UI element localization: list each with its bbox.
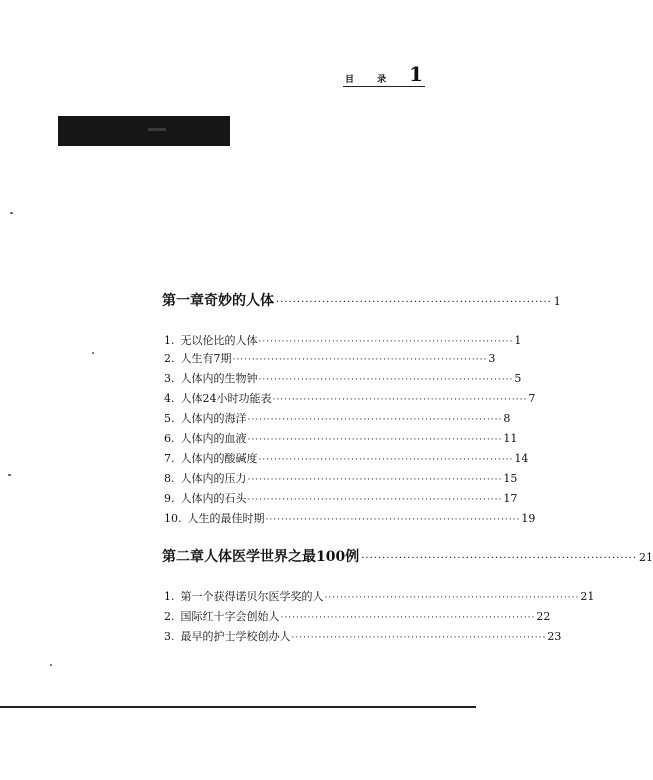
bottom-rule xyxy=(0,706,476,708)
entry-index: 3. xyxy=(164,372,175,385)
entry-title: 最早的护士学校创办人 xyxy=(180,630,291,643)
entry-page: 1 xyxy=(514,334,522,347)
leader-dots: ·································································· xyxy=(247,435,503,445)
entry-page: 23 xyxy=(547,630,562,643)
entry-page: 8 xyxy=(503,412,511,425)
entry-index: 2. xyxy=(164,610,175,623)
entry-title: 人体内的压力 xyxy=(180,472,247,485)
toc-entry[interactable] xyxy=(164,370,522,388)
leader-dots: ·································································· xyxy=(324,593,580,603)
entry-index: 8. xyxy=(164,472,175,485)
entry-page: 15 xyxy=(503,472,518,485)
entry-index: 7. xyxy=(164,452,175,465)
chapter-page: 1 xyxy=(553,295,561,308)
leader-dots: ·································································· xyxy=(280,613,536,623)
chapter-title: 人体医学世界之最100例 xyxy=(204,549,360,565)
entry-page: 5 xyxy=(514,372,522,385)
entry-page: 7 xyxy=(528,392,536,405)
entry-page: 14 xyxy=(514,452,529,465)
entry-title: 国际红十字会创始人 xyxy=(180,610,280,623)
leader-dots: ·································································· xyxy=(258,455,514,465)
toc-entry[interactable] xyxy=(164,350,496,368)
leader-dots: ·································································· xyxy=(258,375,514,385)
toc-entry[interactable] xyxy=(164,608,551,626)
scan-speck xyxy=(92,352,94,354)
entry-page: 22 xyxy=(536,610,551,623)
scan-speck xyxy=(8,474,11,476)
leader-dots: ·································································· xyxy=(232,355,488,365)
entry-index: 2. xyxy=(164,352,175,365)
leader-dots: ·································································· xyxy=(272,395,528,405)
leader-dots: ·································································· xyxy=(276,297,552,308)
entry-title: 人体内的血液 xyxy=(180,432,247,445)
scan-speck xyxy=(10,212,13,214)
entry-page: 11 xyxy=(503,432,518,445)
scan-black-bar xyxy=(58,116,230,146)
entry-page: 21 xyxy=(580,590,595,603)
entry-title: 人体内的海洋 xyxy=(180,412,247,425)
leader-dots: ·································································· xyxy=(265,515,521,525)
toc-entry[interactable] xyxy=(164,470,518,488)
entry-title: 无以伦比的人体 xyxy=(180,334,258,347)
entry-page: 3 xyxy=(488,352,496,365)
toc-entry[interactable] xyxy=(164,510,536,528)
toc-entry[interactable] xyxy=(164,450,529,468)
entry-index: 4. xyxy=(164,392,175,405)
entry-title: 人体24小时功能表 xyxy=(180,392,272,405)
entry-index: 5. xyxy=(164,412,175,425)
chapter-number: 第二章 xyxy=(162,549,204,565)
toc-entry[interactable] xyxy=(164,430,518,448)
entry-index: 3. xyxy=(164,630,175,643)
entry-index: 1. xyxy=(164,334,175,347)
toc-entry[interactable] xyxy=(164,628,562,646)
entry-index: 9. xyxy=(164,492,175,505)
toc-entry[interactable] xyxy=(164,490,518,508)
leader-dots: ·································································· xyxy=(247,475,503,485)
entry-title: 人生的最佳时期 xyxy=(187,512,265,525)
leader-dots: ·································································· xyxy=(247,495,503,505)
chapter-title: 奇妙的人体 xyxy=(204,293,274,309)
page-header xyxy=(343,62,425,87)
chapter-number: 第一章 xyxy=(162,293,204,309)
leader-dots: ·································································· xyxy=(361,553,638,564)
toc-entry[interactable] xyxy=(164,588,595,606)
leader-dots: ·································································· xyxy=(247,415,503,425)
chapter-page: 21 xyxy=(639,551,653,564)
toc-chapter[interactable] xyxy=(162,546,653,566)
entry-index: 6. xyxy=(164,432,175,445)
entry-page: 19 xyxy=(521,512,536,525)
toc-entry[interactable] xyxy=(164,410,511,428)
toc-entry[interactable] xyxy=(164,332,522,350)
scan-speck xyxy=(50,664,52,666)
entry-index: 10. xyxy=(164,512,182,525)
leader-dots: ·································································· xyxy=(258,337,514,347)
entry-title: 人体内的生物钟 xyxy=(180,372,258,385)
entry-page: 17 xyxy=(503,492,518,505)
entry-title: 人体内的石头 xyxy=(180,492,247,505)
header-label: 目 录 xyxy=(345,75,397,85)
toc-chapter[interactable] xyxy=(162,290,561,310)
toc-entry[interactable] xyxy=(164,390,536,408)
entry-title: 人生有7期 xyxy=(180,352,232,365)
entry-title: 人体内的酸碱度 xyxy=(180,452,258,465)
header-page-number: 1 xyxy=(409,62,423,86)
entry-title: 第一个获得诺贝尔医学奖的人 xyxy=(180,590,324,603)
entry-index: 1. xyxy=(164,590,175,603)
leader-dots: ·································································· xyxy=(291,633,547,643)
